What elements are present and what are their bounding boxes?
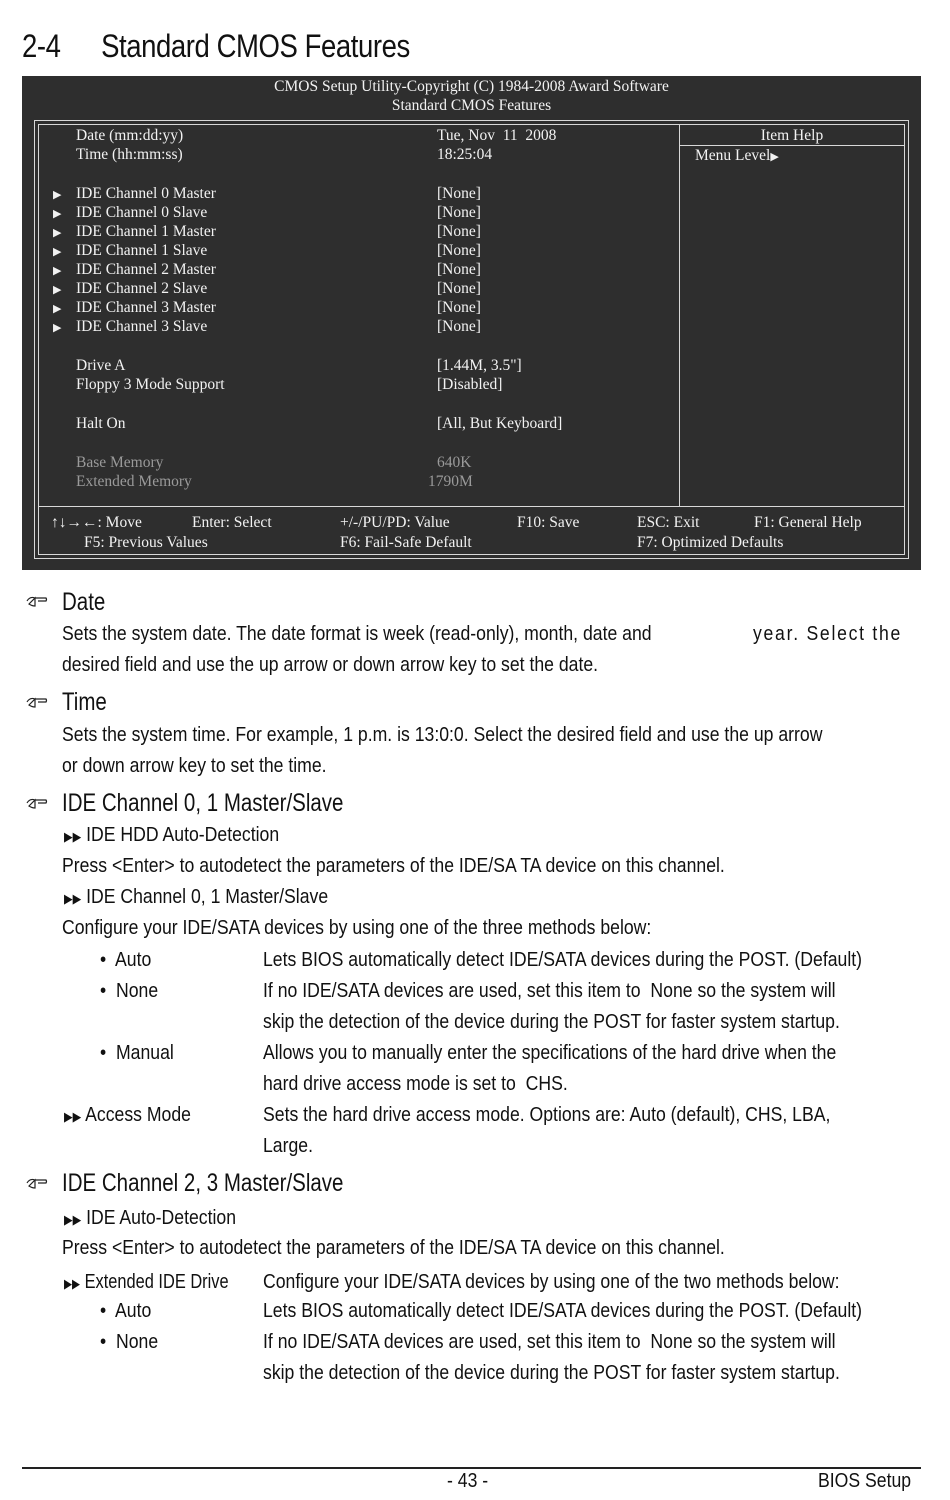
option-none — [100, 1330, 158, 1354]
time-text-line1: Sets the system time. For example, 1 p.m. is 13:0:0. Select the desired field and use the up arrow — [62, 723, 823, 746]
hint-select: Enter: Select — [192, 514, 272, 531]
hint-previous-values: F5: Previous Values — [84, 534, 208, 551]
bullet-dot-icon: • — [100, 1330, 107, 1353]
bios-item-value[interactable]: [None] — [437, 204, 481, 221]
option-none — [100, 979, 158, 1003]
triangle-right-icon: ▶ — [53, 303, 62, 315]
bios-item-value[interactable]: [None] — [437, 223, 481, 240]
option-label: Manual — [115, 1041, 174, 1064]
option-auto — [100, 948, 151, 972]
bios-item-value: 640K — [437, 454, 472, 471]
bios-item-value[interactable]: [None] — [437, 242, 481, 259]
option-none-text2: skip the detection of the device during the POST for faster system startup. — [263, 1361, 840, 1384]
bios-item-value[interactable]: Tue, Nov 11 2008 — [437, 127, 557, 144]
text-part: so the system will — [697, 979, 836, 1002]
bios-item-label: IDE Channel 1 Slave — [76, 242, 208, 259]
date-text-line1: Sets the system date. The date format is week (read-only), month, date and — [62, 622, 652, 645]
hint-exit: ESC: Exit — [637, 514, 700, 531]
option-label: Auto — [115, 1299, 152, 1322]
menu-level — [695, 147, 779, 165]
bios-frame — [34, 120, 909, 559]
bios-item-label: Extended Memory — [76, 473, 192, 490]
pointing-hand-icon — [26, 695, 48, 709]
help-title-rule — [680, 145, 904, 146]
bios-item-value[interactable]: [None] — [437, 261, 481, 278]
triangle-right-icon: ▶ — [53, 284, 62, 296]
ide23-sub-autodetect — [64, 1206, 236, 1230]
bios-menu-title: Standard CMOS Features — [391, 97, 552, 114]
subheading-label: IDE HDD Auto-Detection — [86, 823, 280, 846]
triangle-right-icon: ▶ — [53, 322, 62, 334]
bios-item-value[interactable]: [None] — [437, 280, 481, 297]
pointing-hand-icon — [26, 1176, 48, 1190]
double-arrow-icon: ▶▶ — [64, 1276, 80, 1291]
text-part: so the system will — [697, 1330, 836, 1353]
bullet-dot-icon: • — [100, 1299, 107, 1322]
keyword-none: None — [650, 979, 693, 1002]
section-title-date: Date — [62, 588, 106, 616]
option-auto — [100, 1299, 151, 1323]
section-number: 2-4 — [22, 28, 61, 64]
bios-item-label: IDE Channel 2 Slave — [76, 280, 208, 297]
subheading-label: Extended IDE Drive — [84, 1270, 229, 1293]
bios-item-label: IDE Channel 1 Master — [76, 223, 216, 240]
double-arrow-icon: ▶▶ — [64, 1109, 82, 1124]
bios-item-label: Halt On — [76, 415, 126, 432]
ide01-sub-master-slave — [64, 885, 328, 909]
option-none-text1 — [263, 979, 836, 1003]
bios-item-label: Drive A — [76, 357, 126, 374]
bios-inner-frame — [38, 124, 905, 555]
ide23-extended-ide-drive — [64, 1270, 229, 1294]
text-part: . — [562, 1072, 568, 1095]
option-label: None — [115, 1330, 159, 1353]
bullet-dot-icon: • — [100, 948, 107, 971]
option-manual — [100, 1041, 174, 1065]
bios-screen — [22, 76, 921, 570]
triangle-right-icon: ▶ — [53, 227, 62, 239]
bios-item-label: Time (hh:mm:ss) — [76, 146, 183, 163]
option-none-text2: skip the detection of the device during the POST for faster system startup. — [263, 1010, 840, 1033]
triangle-right-icon: ▶ — [770, 151, 779, 163]
section-title: Standard CMOS Features — [101, 28, 410, 64]
bios-item-value[interactable]: [None] — [437, 318, 481, 335]
bios-item-label: Base Memory — [76, 454, 164, 471]
bios-item-value[interactable]: [None] — [437, 299, 481, 316]
double-arrow-icon: ▶▶ — [64, 829, 82, 844]
ide01-sub2-text: Configure your IDE/SATA devices by using one of the three methods below: — [62, 916, 652, 939]
bios-item-label: IDE Channel 0 Slave — [76, 204, 208, 221]
bios-item-value[interactable]: 18:25:04 — [437, 146, 493, 163]
footer-divider — [39, 506, 904, 507]
triangle-right-icon: ▶ — [53, 265, 62, 277]
option-manual-text2 — [263, 1072, 568, 1096]
hint-fail-safe: F6: Fail-Safe Default — [340, 534, 472, 551]
bios-item-label: IDE Channel 0 Master — [76, 185, 216, 202]
time-text-line2: or down arrow key to set the time. — [62, 754, 327, 777]
bios-item-value: 1790M — [428, 473, 473, 490]
menu-level-label: Menu Level — [695, 147, 771, 164]
option-none-text1 — [263, 1330, 836, 1354]
bullet-dot-icon: • — [100, 1041, 107, 1064]
ide01-access-mode — [64, 1103, 191, 1127]
bios-item-label: Floppy 3 Mode Support — [76, 376, 225, 393]
ide23-sub1-text: Press <Enter> to autodetect the parameters of the IDE/SA TA device on this channel. — [62, 1236, 725, 1259]
access-mode-text1: Sets the hard drive access mode. Options are: Auto (default), CHS, LBA, — [263, 1103, 831, 1126]
bios-item-label: IDE Channel 3 Master — [76, 299, 216, 316]
hint-save: F10: Save — [517, 514, 580, 531]
ide01-sub-hdd-autodetect — [64, 823, 279, 847]
help-divider — [679, 125, 680, 506]
chapter-name: BIOS Setup — [818, 1469, 912, 1492]
bios-item-value[interactable]: [None] — [437, 185, 481, 202]
item-help-title: Item Help — [760, 127, 824, 144]
option-manual-text1: Allows you to manually enter the specifications of the hard drive when the — [263, 1041, 837, 1064]
bios-item-label: IDE Channel 3 Slave — [76, 318, 208, 335]
subheading-label: IDE Auto-Detection — [86, 1206, 237, 1229]
hint-value: +/-/PU/PD: Value — [340, 514, 450, 531]
option-auto-text: Lets BIOS automatically detect IDE/SATA devices during the POST. (Default) — [263, 1299, 863, 1322]
date-text-line1-end: year. Select the — [753, 622, 903, 645]
text-part: If no IDE/SATA devices are used, set this item to — [263, 979, 641, 1002]
bios-item-value[interactable]: [Disabled] — [437, 376, 503, 393]
access-mode-text2: Large. — [263, 1134, 314, 1157]
hint-move: ↑↓→←: Move — [51, 514, 142, 531]
text-part: If no IDE/SATA devices are used, set this item to — [263, 1330, 641, 1353]
bios-item-label: IDE Channel 2 Master — [76, 261, 216, 278]
section-title-ide01: IDE Channel 0, 1 Master/Slave — [62, 789, 344, 817]
subheading-label: Access Mode — [85, 1103, 191, 1126]
option-auto-text: Lets BIOS automatically detect IDE/SATA devices during the POST. (Default) — [263, 948, 863, 971]
page-title — [22, 28, 410, 65]
hint-general-help: F1: General Help — [754, 514, 862, 531]
date-text-line2: desired field and use the up arrow or down arrow key to set the date. — [62, 653, 599, 676]
bios-item-value[interactable]: [All, But Keyboard] — [437, 415, 563, 432]
hint-optimized: F7: Optimized Defaults — [637, 534, 784, 551]
double-arrow-icon: ▶▶ — [64, 891, 82, 906]
keyword-none: None — [650, 1330, 693, 1353]
pointing-hand-icon — [26, 594, 48, 608]
text-part: hard drive access mode is set to — [263, 1072, 516, 1095]
section-title-time: Time — [62, 688, 107, 716]
extended-ide-text: Configure your IDE/SATA devices by using one of the two methods below: — [263, 1270, 840, 1293]
keyword-chs: CHS — [525, 1072, 563, 1095]
subheading-label: IDE Channel 0, 1 Master/Slave — [86, 885, 329, 908]
ide01-sub1-text: Press <Enter> to autodetect the parameters of the IDE/SA TA device on this channel. — [62, 854, 725, 877]
section-title-ide23: IDE Channel 2, 3 Master/Slave — [62, 1169, 344, 1197]
triangle-right-icon: ▶ — [53, 208, 62, 220]
bios-item-value[interactable]: [1.44M, 3.5"] — [437, 357, 522, 374]
bios-item-label: Date (mm:dd:yy) — [76, 127, 184, 144]
bullet-dot-icon: • — [100, 979, 107, 1002]
bios-copyright: CMOS Setup Utility-Copyright (C) 1984-2008 Award Software — [274, 78, 669, 95]
option-label: Auto — [115, 948, 152, 971]
option-label: None — [115, 979, 159, 1002]
triangle-right-icon: ▶ — [53, 246, 62, 258]
double-arrow-icon: ▶▶ — [64, 1212, 82, 1227]
pointing-hand-icon — [26, 796, 48, 810]
page-number: - 43 - — [447, 1469, 489, 1492]
triangle-right-icon: ▶ — [53, 189, 62, 201]
